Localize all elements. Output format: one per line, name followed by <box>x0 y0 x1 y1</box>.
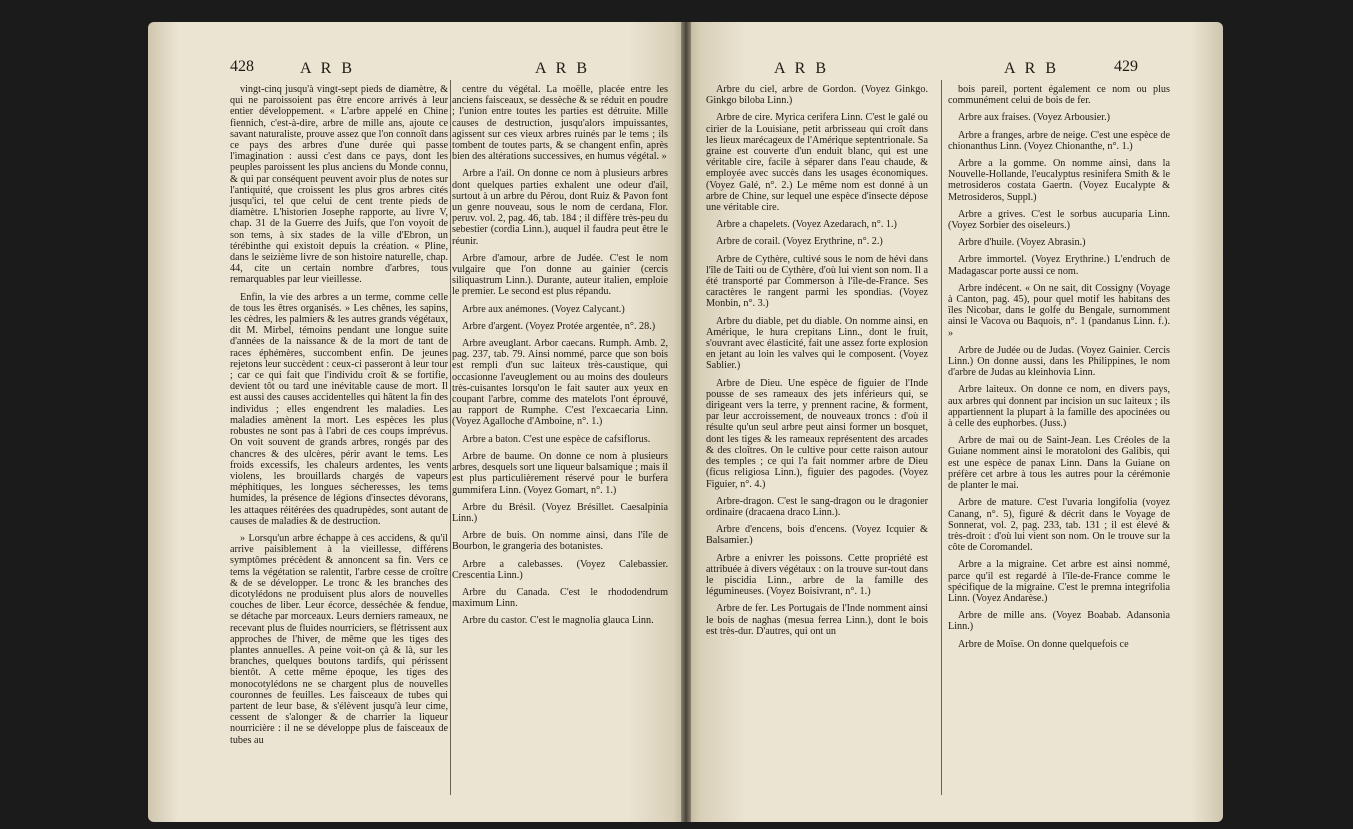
text-paragraph: Arbre aux anémones. (Voyez Calycant.) <box>462 303 625 315</box>
text-paragraph: Arbre indécent. « On ne sait, dit Cossigny (Voyage à Canton, pag. 45), pour quel motif les habitans des îles Nicobar, dans le golfe du Bengale, surnomment ainsi le Vacova ou Baquois, n°. 1 (pandanus Linn. f.). » <box>948 282 1170 339</box>
text-paragraph: Arbre a l'ail. On donne ce nom à plusieurs arbres dont quelques parties exhalent une odeur d'ail, surtout à un arbre du Pérou, dont Ruiz & Pavon font un genre nouveau, sous le nom de cerdana, Flor. peruv. vol. 2, pag. 46, tab. 184 ; il diffère très-peu du sebestier (cordia Linn.), auquel il faudra peut être le réunir. <box>452 168 668 247</box>
left-page-number: 428 <box>230 58 254 75</box>
text-paragraph: Arbre du Brésil. (Voyez Brésillet. Caesalpinia Linn.) <box>452 501 668 524</box>
text-paragraph: Arbre de mai ou de Saint-Jean. Les Créoles de la Guiane nomment ainsi le moratoloni des Galibis, qui est une espèce de panax Linn. Dans la Guiane on préfère cet arbre à tous les autres pour la cérémonie de planter le mai. <box>948 435 1170 492</box>
book-gutter <box>681 22 691 822</box>
left-page-headword-right: A R B <box>535 60 591 77</box>
right-page-column-1 <box>706 84 928 643</box>
text-paragraph: Arbre d'argent. (Voyez Protée argentée, n°. 28.) <box>462 320 656 332</box>
text-paragraph: Arbre du ciel, arbre de Gordon. (Voyez Ginkgo. Ginkgo biloba Linn.) <box>706 84 928 107</box>
text-paragraph: Arbre a la migraine. Cet arbre est ainsi nommé, parce qu'il est regardé à l'île-de-France comme le spécifique de la migraine. C'est le premna integrifolia Linn. (Voyez Andarèse.) <box>948 559 1170 604</box>
right-page-number: 429 <box>1114 58 1138 75</box>
text-paragraph: Arbre de baume. On donne ce nom à plusieurs arbres, desquels sort une liqueur balsamique ; mais il est plus particulièrement réservé pour le burfera gummifera Linn. (Voyez Gomart, n°. 1.) <box>452 450 668 496</box>
text-paragraph: Arbre de cire. Myrica cerifera Linn. C'est le galé ou cirier de la Louisiane, petit arbrisseau qui croît dans les lieux marécageux de l'Amérique septentrionale. Sa graine est couverte d'un enduit blanc, qui est une véritable cire, facile à séparer dans l'eau chaude, & employée avec succès dans les usages économiques. (Voyez Galé, n°. 2.) Le même nom est donné à un arbre de Chine, sur lequel une espèce d'insecte dépose une véritable cire. <box>706 112 928 214</box>
right-page-headword-left: A R B <box>774 60 830 77</box>
text-paragraph: Arbre de buis. On nomme ainsi, dans l'île de Bourbon, le grangeria des botanistes. <box>452 530 668 553</box>
text-paragraph: Arbre d'amour, arbre de Judée. C'est le nom vulgaire que l'on donne au gainier (cercis siliquastrum Linn.). Durante, auteur italien, emploie le premier. Le second est plus répandu. <box>452 252 668 298</box>
text-paragraph: Arbre du castor. C'est le magnolia glauca Linn. <box>462 615 654 627</box>
text-paragraph: Arbre aux fraises. (Voyez Arbousier.) <box>958 112 1111 124</box>
text-paragraph: Arbre de corail. (Voyez Erythrine, n°. 2.) <box>716 236 883 248</box>
text-paragraph: centre du végétal. La moëlle, placée entre les anciens faisceaux, se dessèche & se réduit en poudre ; l'union entre toutes les parties est détruite. Mille causes de destruction, jusqu'alors impuissantes, agissent sur ces vieux arbres ruinés par le tems ; ils tombent de toutes parts, & se changent enfin, après bien des altérations successives, en humus végétal. » <box>452 84 668 163</box>
right-page-headword-right: A R B <box>1004 60 1060 77</box>
text-paragraph: Arbre a chapelets. (Voyez Azedarach, n°. 1.) <box>716 219 897 231</box>
text-paragraph: Arbre immortel. (Voyez Erythrine.) L'endruch de Madagascar porte aussi ce nom. <box>948 254 1170 277</box>
text-paragraph: Arbre de mille ans. (Voyez Boabab. Adansonia Linn.) <box>948 610 1170 633</box>
open-book <box>148 22 1223 822</box>
text-paragraph: Arbre a baton. C'est une espèce de cafsiflorus. <box>462 433 651 445</box>
left-page-column-1 <box>230 84 448 752</box>
text-paragraph: Arbre a franges, arbre de neige. C'est une espèce de chionanthus Linn. (Voyez Chionanthe, n°. 1.) <box>948 129 1170 152</box>
text-paragraph: Arbre du Canada. C'est le rhododendrum maximum Linn. <box>452 586 668 610</box>
text-paragraph: Arbre de Dieu. Une espèce de figuier de l'Inde pousse de ses rameaux des jets inférieurs qui, se dirigeant vers la terre, y prennent racine, & forment, par leur accroissement, de nouveaux troncs : d'où il résulte qu'un seul arbre peut ainsi former un bosquet, dont les tiges & les rameaux représentent des arcades & des cloîtres. On le cultive pour cette raison autour des temples ; ce qui l'a fait nommer arbre de Dieu (ficus religiosa Linn.), figuier des pagodes. (Voyez Figuier, n°. 4.) <box>706 377 928 490</box>
column-rule <box>941 80 942 795</box>
right-page-column-2 <box>948 84 1170 656</box>
text-paragraph: Arbre aveuglant. Arbor caecans. Rumph. Amb. 2, pag. 237, tab. 79. Ainsi nommé, parce que son bois est rempli d'un suc laiteux très-caustique, qui occasionne l'aveuglement ou au moins des douleurs très-cuisantes lorsqu'on le fait sauter aux yeux en coupant l'arbre, comme des matelots l'ont éprouvé, au rapport de Rumphe. C'est l'excaecaria Linn. (Voyez Agalloche d'Amboine, n°. 1.) <box>452 338 668 428</box>
text-paragraph: Arbre laiteux. On donne ce nom, en divers pays, aux arbres qui donnent par incision un suc laiteux ; ils appartiennent la plupart à la famille des apocinées ou à celle des euphorbes. (Juss.) <box>948 384 1170 430</box>
text-paragraph: Arbre d'encens, bois d'encens. (Voyez Icquier & Balsamier.) <box>706 524 928 547</box>
text-paragraph: Arbre d'huile. (Voyez Abrasin.) <box>958 237 1086 249</box>
text-paragraph: Arbre de Moïse. On donne quelquefois ce <box>958 638 1129 650</box>
text-paragraph: Arbre-dragon. C'est le sang-dragon ou le dragonier ordinaire (dracaena draco Linn.). <box>706 495 928 518</box>
text-paragraph: vingt-cinq jusqu'à vingt-sept pieds de diamètre, & qui ne paroissoient pas être encore arrivés à leur entier développement. « L'arbre appelé en Chine fiennich, c'est-à-dire, arbre de mille ans, ajoute ce savant naturaliste, prouve assez que l'on connoît dans ce pays des arbres d'une durée qui passe l'imagination : aussi c'est dans ce pays, dont les peuples paroissent les plus anciens du Monde connu, & qui par conséquent peuvent avoir plus de notes sur l'antiquité, que croissent les plus gros arbres cités jusqu'ici, tel que celui de cent trente pieds de diamètre. L'historien Josephe rapporte, au livre V, chap. 31 de la Guerre des Juifs, que l'on voyoit de son tems, à six stades de la ville d'Ebron, un térébinthe qui existoit depuis la création. « Pline, dans le seizième livre de son histoire naturelle, chap. 44, cite un certain nombre d'arbres, tous remarquables par leur vieillesse. <box>230 84 448 286</box>
text-paragraph: Arbre de fer. Les Portugais de l'Inde nomment ainsi le bois de naghas (mesua ferrea Linn.), dont le bois est très-dur. D'autres, qui ont un <box>706 603 928 637</box>
text-paragraph: Arbre du diable, pet du diable. On nomme ainsi, en Amérique, le hura crepitans Linn., dont le fruit, s'ouvrant avec élasticité, fait une assez forte explosion en jetant au loin les valves qui le composent. (Voyez Sablier.) <box>706 315 928 372</box>
text-paragraph: bois pareil, portent également ce nom ou plus communément celui de bois de fer. <box>948 84 1170 107</box>
left-page <box>148 22 686 822</box>
right-page <box>686 22 1223 822</box>
text-paragraph: Arbre de mature. C'est l'uvaria longifolia (voyez Canang, n°. 5), figuré & décrit dans le Voyage de Sonnerat, vol. 2, pag. 233, tab. 131 ; il est élevé & très-droit : d'où lui vient son nom. On le trouve sur la côte de Coromandel. <box>948 497 1170 554</box>
text-paragraph: Arbre a la gomme. On nomme ainsi, dans la Nouvelle-Hollande, l'eucalyptus resinifera Smith & le metrosideros costata Gaertn. (Voyez Eucalypte & Metrosideros, Suppl.) <box>948 158 1170 203</box>
left-page-headword-left: A R B <box>300 60 356 77</box>
text-paragraph: Arbre a grives. C'est le sorbus aucuparia Linn. (Voyez Sorbier des oiseleurs.) <box>948 208 1170 232</box>
text-paragraph: Enfin, la vie des arbres a un terme, comme celle de tous les êtres organisés. » Les chênes, les sapins, les cèdres, les palmiers & les autres grands végétaux, dit M. Mirbel, témoins pendant une longue suite d'années de la naissance & de la mort de tant de races éphémères, succombent enfin. De jeunes rejetons leur succèdent : ceux-ci passeront à leur tour ; car ce qui fait que l'individu croît & se fortifie, devient tôt ou tard une inévitable cause de mort. Il est aussi des causes accidentelles qui hâtent la fin des individus ; elles engendrent les maladies. Les maladies amènent la mort. Les espèces les plus robustes ne sont pas à l'abri de ces coups imprévus. On voit souvent de grands arbres, rongés par des chancres & des ulcères, périr avant le tems. Les froids excessifs, les chaleurs ardentes, les vents violens, les brouillards chargés de vapeurs méphitiques, les longues sécheresses, les tems humides, la présence de légions d'insectes dévorans, les attaques réitérées des quadrupèdes, sont autant de causes de maladies & de destruction. <box>230 291 448 527</box>
text-paragraph: Arbre de Judée ou de Judas. (Voyez Gainier. Cercis Linn.) On donne aussi, dans les Philippines, le nom d'arbre de Judas au kleinhovia Linn. <box>948 344 1170 379</box>
text-paragraph: Arbre a enivrer les poissons. Cette propriété est attribuée à divers végétaux : on la trouve sur-tout dans le piscidia Linn., arbre de la famille des légumineuses. (Voyez Boisivrant, n°. 1.) <box>706 552 928 598</box>
column-rule <box>450 80 451 795</box>
text-paragraph: Arbre a calebasses. (Voyez Calebassier. Crescentia Linn.) <box>452 558 668 581</box>
left-page-column-2 <box>452 84 668 633</box>
text-paragraph: » Lorsqu'un arbre échappe à ces accidens, & qu'il arrive paisiblement à la vieillesse, différens symptômes précèdent & annoncent sa fin. Vers ce tems la végétation se ralentit, l'arbre cesse de croître & de se développer. Le tronc & les branches des dicotylédons ne produisent plus alors de nouvelles couches de liber. Leur écorce, desséchée & fendue, se détache par morceaux. Leurs derniers rameaux, ne recevant plus de fluides nourriciers, se flétrissent aux approches de l'hiver, de même que les tiges des plantes annuelles. A peine voit-on çà & là, sur les branches, quelques boutons tardifs, qui périssent bientôt. A cette même époque, les tiges des monocotylédons ne se chargent plus de nouvelles couronnes de feuilles. Les faisceaux de tubes qui partent de leur base, & s'élèvent jusqu'à leur cime, cessent de s'alonger & de charrier la liqueur nourricière : il ne se développe plus de faisceaux de tubes au <box>230 532 448 746</box>
text-paragraph: Arbre de Cythère, cultivé sous le nom de hévi dans l'île de Taiti ou de Cythère, d'où lui vient son nom. Il a été transporté par Commerson à l'île-de-France. Ses caractères le rangent parmi les spondias. (Voyez Monbin, n°. 3.) <box>706 253 928 310</box>
